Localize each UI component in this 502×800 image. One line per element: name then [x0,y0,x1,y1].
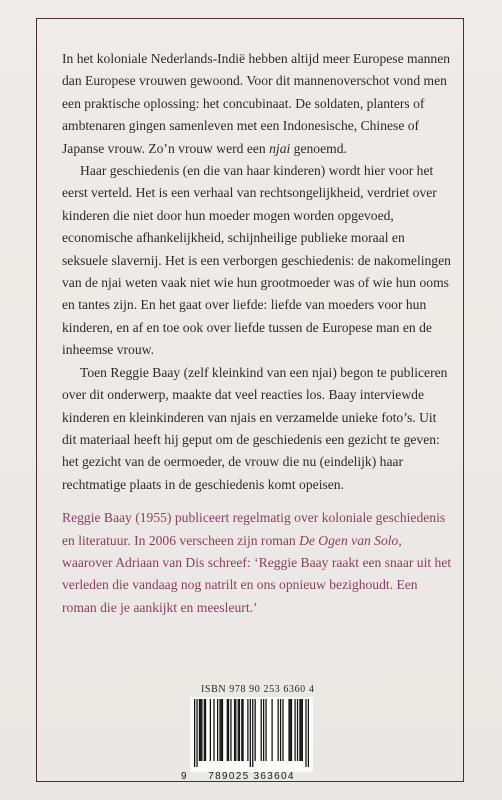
barcode-digit-groups: 789025 363604 [208,771,295,782]
barcode-bar [213,699,214,761]
isbn-label: ISBN 978 90 253 6360 4 [201,684,315,695]
barcode-bar [227,699,228,761]
barcode-bar [299,699,300,761]
blurb-paragraph-3: Toen Reggie Baay (zelf kleinkind van een njai) begon te publiceren over dit onderwerp, maakte dat veel reacties los. Baay interviewde kinderen en kleinkinderen van njais en verzamelde unieke foto’s. Uit dit materiaal heeft hij geput om de geschiedenis een gezicht te geven: het gezicht van de oermoeder, de vrouw die nu (eindelijk) haar rechtmatige plaats in de geschiedenis komt opeisen. [62,364,448,492]
barcode-bar [217,699,218,761]
barcode-first-digit: 9 [181,771,188,782]
barcode-bar [194,699,195,767]
barcode-bar [305,699,306,767]
blurb-paragraph-1 [62,48,452,160]
barcode-bar [204,699,205,761]
blurb-text [62,48,452,619]
blurb-paragraph-1-text: In het koloniale Nederlands-Indië hebben altijd meer Europese mannen dan Europese vrouwen gewoond. Voor dit mannenoverschot vond men een praktische oplossing: het concubinaat. De soldaten, planters of ambtenaren gingen samenleven met een Indonesische, Chinese of Japanse vrouw. Zo’n vrouw werd een [62,51,451,156]
barcode-bar [235,699,236,761]
barcode-bar [294,699,295,761]
barcode-bar [255,699,256,761]
barcode-bar [261,699,262,761]
barcode-bar [199,699,200,761]
barcode-bar [200,699,201,761]
barcode-bar [271,699,272,761]
barcode-bar [282,699,283,761]
blurb-paragraph-1-end: genoemd. [290,140,347,156]
barcode-bar [280,699,281,761]
author-bio-part-1: Reggie Baay (1955) publiceert regelmatig over koloniale geschiedenis en literatuur. In 2006 verscheen zijn roman [62,510,446,548]
author-bio-part-2: , waarover Adriaan van Dis schreef: ‘Reggie Baay raakt een snaar uit het verleden die vandaag nog natrilt en ons opnieuw bezighoudt. Een roman die je aankijkt en meesleurt.’ [62,532,452,615]
barcode-digits [181,771,313,782]
barcode-bar [301,699,302,761]
barcode-bar [250,699,251,767]
novel-title: De Ogen van Solo [299,532,399,548]
barcode-bars [194,699,309,767]
barcode-bar [239,699,240,761]
barcode-bar [278,699,279,761]
barcode-bar [205,699,206,761]
barcode-bar [228,699,229,761]
barcode-bar [230,699,231,761]
barcode-bar [210,699,211,761]
barcode-bar [238,699,239,761]
barcode-bar [302,699,303,761]
njai-word: njai [269,140,291,156]
barcode-bar [221,699,222,761]
barcode-bar [308,699,309,767]
barcode-bar [222,699,223,761]
barcode-bar [242,699,243,761]
barcode-bar [297,699,298,761]
barcode [190,697,313,772]
barcode-bar [263,699,264,761]
barcode-bar [219,699,220,761]
barcode-bar [241,699,242,761]
author-bio [62,507,452,619]
blurb-paragraph-2: Haar geschiedenis (en die van haar kinderen) wordt hier voor het eerst verteld. Het is een verhaal van rechtsongelijkheid, verdriet over kinderen die niet door hun moeder mogen worden opgevoed, economische afhankelijkheid, schijnheilige publieke moraal en seksuele slavernij. Het is een verborgen geschiedenis: de nakomelingen van de njai weten vaak niet wie hun grootmoeder was of wie hun ooms en tantes zijn. En het gaat over liefde: liefde van moeders voor hun kinderen, en af en toe ook over liefde tussen de Europese man en de inheemse vrouw. [62,163,451,358]
barcode-bar [290,699,291,761]
barcode-bar [288,699,289,761]
barcode-bar [196,699,197,767]
barcode-bar [252,699,253,767]
barcode-bar [234,699,235,761]
barcode-bar [201,699,202,761]
barcode-bar [291,699,292,761]
barcode-bar [247,699,248,761]
barcode-bar [265,699,266,761]
